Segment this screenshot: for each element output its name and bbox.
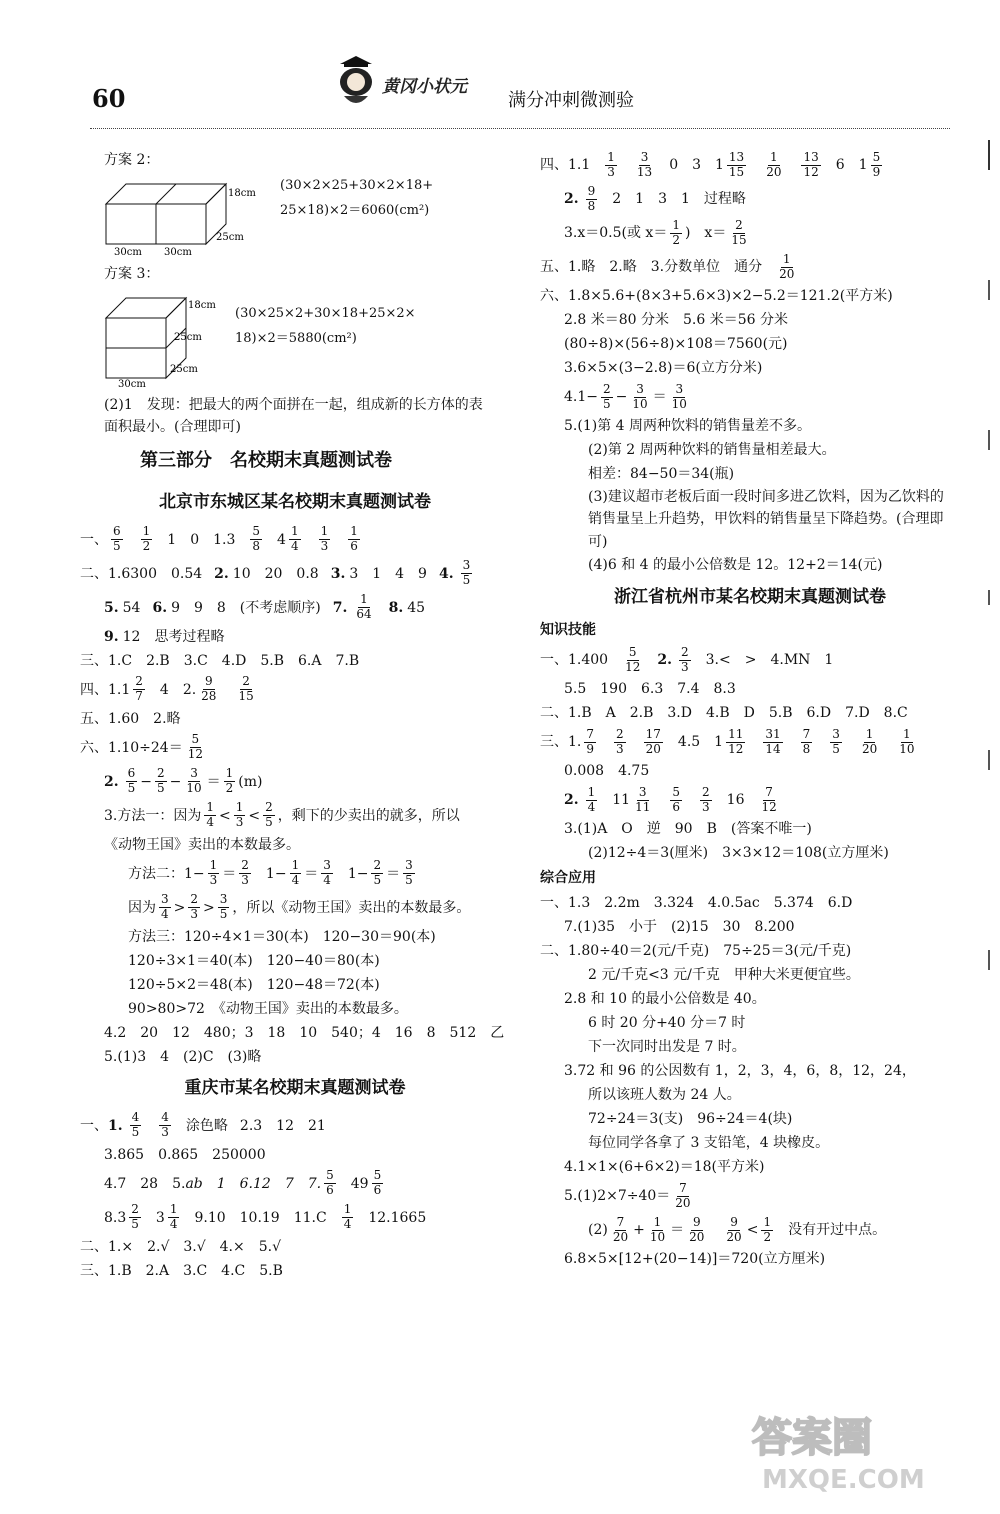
cq-one4-a: 4.7 28 5. (104, 1175, 186, 1192)
cq-one1 (80, 1109, 510, 1143)
fraction: $\frac{1}{64}$ (356, 592, 372, 622)
bj-two9-a: 9. (104, 628, 119, 645)
fraction: $\frac{1}{20}$ (766, 149, 782, 179)
r-liu4-text: 4.1− (564, 389, 598, 405)
cq-one1-c: 2.3 12 21 (239, 1117, 326, 1134)
zh-five1 (540, 1179, 960, 1213)
fraction: $\frac{1}{20}$ (861, 726, 878, 756)
zj-one5: 5.5 190 6.3 7.4 8.3 (564, 681, 736, 698)
cq-one8-a: 8.3 (104, 1209, 127, 1226)
bj-s4: 4.2 20 12 480；3 18 10 540；4 16 8 512 乙 (104, 1024, 505, 1041)
fraction: $\frac{7}{20}$ (612, 1214, 629, 1244)
zh-two-4: 下一次同时出发是 7 时。 (588, 1039, 746, 1056)
zj-two: 二、1.B A 2.B 3.D 4.B D 5.B 6.D 7.D 8.C (540, 705, 908, 722)
fraction: $\frac{2}{3}$ (190, 892, 199, 922)
logo-lettering: 黄冈小状元 (382, 77, 467, 97)
fraction: $\frac{5}{8}$ (252, 524, 261, 554)
zh-one: 一、1.3 2.2m 3.324 4.0.5ac 5.374 6.D (540, 895, 853, 912)
r-si2 (540, 182, 960, 216)
zj-one1-b: 2. (657, 652, 672, 669)
plan3-dim-c: 25cm (170, 364, 198, 375)
fraction: $\frac{6}{5}$ (113, 524, 121, 554)
fraction: $\frac{3}{5}$ (832, 726, 840, 756)
r-liu2-1: (80÷8)×(56÷8)×108＝7560(元) (564, 336, 788, 352)
bj-s5: 5.(1)3 4 (2)C (3)略 (104, 1048, 262, 1065)
bj-one-b: 4 (277, 531, 286, 548)
bj-one-a: 1 0 1.3 (167, 531, 236, 548)
r-liu5-4: (4)6 和 4 的最小公倍数是 12。12+2＝14(元) (588, 557, 883, 574)
r-si1-c: 6 1 (835, 157, 868, 173)
zh-two-8: 每位同学各拿了 3 支铅笔，4 块橡皮。 (588, 1135, 830, 1152)
r-si-label: 四、 (540, 157, 568, 173)
plan3-dim-a: 18cm (188, 300, 216, 311)
bj-three-label: 三、 (80, 652, 108, 669)
r-liu3: 3.6×5×(3−2.8)＝6(立方分米) (564, 360, 763, 376)
fraction: $\frac{11}{12}$ (728, 726, 744, 756)
plan2-dim-d: 30cm (164, 247, 192, 256)
bj-six3e: 因为 $\frac{3}{4}$ > $\frac{2}{3}$ > $\frac{3}{5}$ ，所以《动物王国》卖出的本数最多。 (128, 892, 471, 922)
fraction: $\frac{9}{20}$ (726, 1214, 742, 1244)
fraction: $\frac{9}{8}$ (587, 183, 596, 213)
bj-two-c: 10 20 0.8 (232, 565, 319, 582)
bj-four-b: 4 2. (159, 681, 197, 698)
zj-three1-a: 三、1. (540, 734, 582, 751)
cq-one3: 3.865 0.865 250000 (104, 1146, 266, 1163)
fraction: $\frac{5}{6}$ (326, 1168, 334, 1198)
cq-two: 二、1.× 2.√ 3.√ 4.× 5.√ (80, 1238, 282, 1255)
bj-six3d: 方法二：1− $\frac{1}{3}$ ＝ $\frac{2}{3}$ 1− $\frac{1}{4}$ ＝ $\frac{3}{4}$ 1− $\frac{2}{5}$ ＝ $\frac{3}{5}$ (128, 858, 413, 888)
r-wu-a: 五、1.略 2.略 3.分数单位 通分 (540, 259, 763, 275)
cq-one8-d: 12.1665 (368, 1209, 427, 1226)
fraction: $\frac{2}{7}$ (135, 674, 143, 704)
fraction: $\frac{3}{11}$ (635, 784, 651, 814)
chongqing-title: 重庆市某名校期末真题测试卷 (184, 1078, 406, 1099)
plan2-label: 方案 2： (104, 152, 160, 168)
plan3-box-diagram (104, 288, 229, 388)
bj-four-label: 四、 (80, 681, 108, 698)
r-si3-b: ) x＝ (684, 225, 727, 241)
watermark-logo (732, 1396, 982, 1496)
fraction: $\frac{3}{5}$ (405, 858, 413, 888)
zj-three1 (540, 725, 960, 759)
mascot-logo (330, 52, 500, 112)
plan3-block (80, 288, 510, 388)
bj-m3-1: 120÷3×1＝40(本) 120−40＝80(本) (128, 952, 380, 969)
bj-m3-0: 方法三：120÷4×1＝30(本) 120−30＝90(本) (128, 928, 436, 945)
part3-title: 第三部分 名校期末真题测试卷 (140, 449, 392, 471)
fraction: $\frac{7}{9}$ (586, 726, 594, 756)
fraction: $\frac{5}{6}$ (672, 784, 681, 814)
fraction: $\frac{2}{5}$ (131, 1202, 139, 1232)
fraction: $\frac{1}{4}$ (587, 784, 596, 814)
bj-six-label: 六、 (80, 739, 108, 756)
bj-two5 (80, 591, 510, 625)
zj-one1-c: 3.< > 4.MN 1 (705, 652, 834, 669)
watermark-text: 答案圈 (752, 1415, 872, 1461)
fraction: $\frac{1}{4}$ (291, 858, 300, 888)
fraction: $\frac{7}{8}$ (802, 726, 811, 756)
fraction: $\frac{1}{20}$ (779, 251, 795, 281)
fraction: $\frac{1}{4}$ (290, 524, 299, 554)
zj-three1-b2: 0.008 4.75 (564, 763, 650, 780)
r-liu5-2: 相差：84−50＝34(瓶) (588, 466, 735, 482)
r-liu4: 4.1− $\frac{2}{5}$ − $\frac{3}{10}$ ＝ $\frac{3}{10}$ (564, 381, 687, 411)
fraction: $\frac{1}{6}$ (350, 524, 358, 554)
bj-two9 (80, 625, 510, 649)
r-wu (540, 250, 960, 284)
fraction: $\frac{2}{5}$ (603, 381, 611, 411)
zj-three3-2: (2)12÷4＝3(厘米) 3×3×12＝108(立方厘米) (588, 845, 889, 862)
zj-knowledge-head: 知识技能 (540, 622, 596, 639)
bj-six3f-text: ，所以《动物王国》卖出的本数最多。 (232, 899, 471, 916)
fraction: $\frac{31}{14}$ (765, 726, 781, 756)
r-liu2-0: 2.8 米＝80 分米 5.6 米＝56 分米 (564, 312, 788, 328)
fraction: $\frac{1}{2}$ (672, 217, 680, 247)
zh-two-7: 72÷24＝3(支) 96÷24＝4(块) (588, 1111, 793, 1128)
fraction: $\frac{2}{5}$ (373, 858, 382, 888)
bj-two5-e: 7. (332, 599, 348, 616)
bj-one (80, 523, 510, 557)
bj-two5-f: 8. (388, 599, 404, 616)
bj-one-label: 一、 (80, 531, 108, 548)
zj-three2-b: 11 (612, 792, 631, 809)
plan2-formula (280, 174, 433, 223)
fraction: $\frac{5}{6}$ (373, 1168, 382, 1198)
r-si1-b: 0 3 1 (669, 157, 724, 173)
fraction: $\frac{3}{5}$ (462, 558, 471, 588)
zj-three2-c: 16 (726, 792, 745, 809)
plan3-formula (235, 302, 416, 351)
zhejiang-title: 浙江省杭州市某名校期末真题测试卷 (614, 586, 886, 607)
header-rule (90, 128, 950, 129)
r-si1-a: 1.1 (568, 157, 591, 173)
left-column (80, 148, 510, 1283)
fraction: $\frac{1}{2}$ (225, 766, 234, 796)
fraction: $\frac{5}{12}$ (625, 644, 641, 674)
fraction: $\frac{1}{4}$ (169, 1202, 178, 1232)
fraction: $\frac{3}{4}$ (161, 892, 169, 922)
bj-four-a: 1.1 (108, 681, 131, 698)
bj-two5-g: 45 (407, 599, 426, 616)
zh-two-2: 2.8 和 10 的最小公倍数是 40。 (564, 991, 766, 1008)
cq-one4-b: ab 1 6.12 7 7. (185, 1175, 322, 1192)
fraction: $\frac{1}{3}$ (320, 524, 329, 554)
zh-two-5: 3.72 和 96 的公因数有 1，2，3，4，6，8，12，24， (564, 1063, 916, 1080)
bj-six2: 2. $\frac{6}{5}$ − $\frac{2}{5}$ − $\frac{3}{10}$ ＝ $\frac{1}{2}$ (m) (104, 766, 263, 796)
bj-five-label: 五、 (80, 710, 108, 727)
watermark-url: MXQE.COM (762, 1465, 925, 1495)
r-si3-a: 3.x＝0.5(或 x＝ (564, 225, 668, 241)
fraction: $\frac{5}{12}$ (187, 732, 203, 762)
bj-two-b: 2. (214, 565, 229, 582)
bj-two5-b: 54 (122, 599, 141, 616)
zj-one1-a: 一、1.400 (540, 652, 609, 669)
plan2-block (80, 174, 510, 256)
bj-two9-b: 12 思考过程略 (122, 628, 225, 645)
zh-two-9: 4.1×1×(6+6×2)＝18(平方米) (564, 1159, 765, 1176)
plan2-formula-line1: (30×2×25+30×2×18+ (280, 178, 434, 193)
fraction: $\frac{1}{10}$ (899, 726, 915, 756)
bj-two-f: 4. (438, 565, 454, 582)
plan3-label: 方案 3： (104, 266, 160, 282)
r-liu5-3: (3)建议超市老板后面一段时间多进乙饮料，因为乙饮料的销售量呈上升趋势，甲饮料的销售量呈下降趋势。(合理即可) (588, 489, 944, 550)
cq-one1-a: 1. (108, 1117, 123, 1134)
fraction: $\frac{2}{15}$ (238, 674, 254, 704)
bj-five-text: 1.60 2.略 (108, 710, 181, 727)
beijing-title: 北京市东城区某名校期末真题测试卷 (159, 492, 431, 513)
fraction: $\frac{4}{3}$ (161, 1110, 169, 1140)
fraction: $\frac{2}{3}$ (681, 644, 689, 674)
margin-marks (980, 130, 994, 1030)
cq-one-label: 一、 (80, 1117, 108, 1134)
bj-two-label: 二、 (80, 565, 108, 582)
bj-six2-b: (m) (238, 773, 263, 790)
zh-five1-text: 5.(1)2×7÷40＝ (564, 1188, 671, 1205)
bj-m3-2: 120÷5×2＝48(本) 120−48＝72(本) (128, 976, 380, 993)
bj-four (80, 673, 510, 707)
fraction: $\frac{6}{5}$ (127, 766, 136, 796)
zh-five2: (2) $\frac{7}{20}$ + $\frac{1}{10}$ ＝ $\frac{9}{20}$ $\frac{9}{20}$ < $\frac{1}{2}$ 没有开过中点。 (588, 1214, 887, 1244)
bj-six3a: 3.方法一：因为 $\frac{1}{4}$ < $\frac{1}{3}$ < $\frac{2}{5}$ ，剩下的少卖出的就多，所以 (104, 800, 460, 830)
fraction: $\frac{2}{3}$ (616, 726, 624, 756)
fraction: $\frac{3}{4}$ (323, 858, 331, 888)
bj-three-text: 1.C 2.B 3.C 4.D 5.B 6.A 7.B (108, 652, 360, 669)
bj-five (80, 707, 510, 731)
left-p2: (2)1 发现：把最大的两个面拼在一起，组成新的长方体的表面积最小。(合理即可) (104, 397, 483, 436)
fraction: $\frac{1}{10}$ (649, 1214, 666, 1244)
bj-two5-a: 5. (104, 599, 119, 616)
fraction: $\frac{9}{28}$ (201, 674, 217, 704)
bj-six1-text: 1.10÷24＝ (108, 739, 183, 756)
plan2-dim-a: 18cm (228, 188, 256, 199)
cq-three: 三、1.B 2.A 3.C 4.C 5.B (80, 1262, 283, 1279)
zj-three2 (540, 783, 960, 817)
bj-two-d: 3. (330, 565, 346, 582)
fraction: $\frac{2}{3}$ (702, 784, 710, 814)
fraction: $\frac{1}{2}$ (763, 1214, 772, 1244)
r-liu5-0: 5.(1)第 4 周两种饮料的销售量差不多。 (564, 418, 811, 434)
zh-six: 6.8×5×[12+(20−14)]＝720(立方厘米) (564, 1251, 826, 1268)
fraction: $\frac{1}{2}$ (142, 524, 151, 554)
fraction: $\frac{7}{12}$ (761, 784, 777, 814)
fraction: $\frac{9}{20}$ (689, 1214, 705, 1244)
bj-six3a-text: 3.方法一：因为 (104, 807, 202, 824)
zh-one7: 7.(1)35 小于 (2)15 30 8.200 (564, 919, 795, 936)
zj-one1 (540, 643, 960, 677)
plan2-dim-b: 25cm (216, 232, 244, 243)
r-liu1: 六、1.8×5.6+(8×3+5.6×3)×2−5.2＝121.2(平方米) (540, 288, 893, 304)
fraction: $\frac{5}{9}$ (872, 149, 881, 179)
bj-six1 (80, 731, 510, 765)
bj-six3e-text: 因为 (128, 899, 156, 916)
fraction: $\frac{3}{10}$ (671, 381, 687, 411)
bj-six3c: 《动物王国》卖出的本数最多。 (104, 836, 300, 853)
bj-two5-d: 9 9 8 (不考虑顺序) (171, 599, 321, 616)
r-si3 (540, 216, 960, 250)
plan3-formula-line1: (30×25×2+30×18+25×2× (235, 306, 416, 321)
r-si2-a: 2. (564, 191, 579, 207)
fraction: $\frac{3}{10}$ (186, 766, 202, 796)
r-liu5-1: (2)第 2 周两种饮料的销售量相差最大。 (588, 442, 836, 458)
zj-three2-a: 2. (564, 792, 579, 809)
bj-two-e: 3 1 4 9 (349, 565, 427, 582)
zh-two-0: 二、1.80÷40＝2(元/千克) 75÷25＝3(元/千克) (540, 943, 852, 960)
r-si2-b: 2 1 3 1 过程略 (612, 191, 746, 207)
zh-two-6: 所以该班人数为 24 人。 (588, 1087, 741, 1104)
plan3-dim-b: 25cm (174, 332, 202, 343)
bj-six2-a: 2. (104, 773, 119, 790)
fraction: $\frac{1}{3}$ (209, 858, 218, 888)
fraction: $\frac{3}{13}$ (636, 149, 653, 179)
fraction: $\frac{3}{10}$ (632, 381, 648, 411)
zj-application-head: 综合应用 (540, 870, 596, 887)
zj-three3: 3.(1)A O 逆 90 B (答案不唯一) (564, 821, 812, 838)
zh-two-1: 2 元/千克<3 元/千克 甲种大米更便宜些。 (588, 967, 860, 984)
plan3-dim-d: 30cm (118, 379, 146, 388)
bj-two (80, 557, 510, 591)
fraction: $\frac{4}{5}$ (131, 1110, 140, 1140)
zh-two-3: 6 时 20 分+40 分＝7 时 (588, 1015, 746, 1032)
fraction: $\frac{1}{4}$ (343, 1202, 352, 1232)
r-si1 (540, 148, 960, 182)
cq-one8-b: 3 (155, 1209, 165, 1226)
fraction: $\frac{2}{5}$ (265, 800, 273, 830)
bj-six3d-text: 方法二：1− (128, 865, 205, 882)
page-number: 60 (92, 84, 126, 113)
fraction: $\frac{17}{20}$ (645, 726, 661, 756)
cq-one4 (80, 1167, 510, 1201)
cq-one8-c: 9.10 10.19 11.C (194, 1209, 327, 1226)
bj-three (80, 649, 510, 673)
fraction: $\frac{2}{3}$ (241, 858, 249, 888)
fraction: $\frac{7}{20}$ (675, 1180, 691, 1210)
right-column (540, 148, 960, 1271)
bj-six3b-text: ，剩下的少卖出的就多，所以 (277, 807, 460, 824)
fraction: $\frac{2}{5}$ (157, 766, 165, 796)
fraction: $\frac{1}{3}$ (607, 149, 615, 179)
plan2-box-diagram (104, 174, 274, 256)
plan3-formula-line2: 18)×2＝5880(cm²) (235, 330, 357, 346)
zj-three1-b: 4.5 1 (677, 734, 724, 751)
zh-five2-a: (2) (588, 1222, 608, 1239)
fraction: $\frac{3}{5}$ (219, 892, 228, 922)
fraction: $\frac{13}{15}$ (728, 149, 745, 179)
bj-two-a: 1.6300 0.54 (108, 565, 203, 582)
cq-one1-b: 涂色略 (185, 1117, 228, 1134)
plan2-formula-line2: 25×18)×2＝6060(cm²) (280, 202, 430, 218)
fraction: $\frac{13}{12}$ (803, 149, 819, 179)
bj-two5-c: 6. (152, 599, 168, 616)
book-title: 满分冲刺微测验 (508, 90, 634, 111)
zh-five2-b: 没有开过中点。 (788, 1222, 887, 1239)
plan2-dim-c: 30cm (114, 247, 142, 256)
fraction: $\frac{2}{15}$ (731, 217, 747, 247)
fraction: $\frac{1}{4}$ (206, 800, 214, 830)
cq-one8 (80, 1201, 510, 1235)
fraction: $\frac{1}{3}$ (235, 800, 244, 830)
cq-one4-c: 49 (350, 1175, 369, 1192)
bj-m3-3: 90>80>72 《动物王国》卖出的本数最多。 (128, 1000, 408, 1017)
